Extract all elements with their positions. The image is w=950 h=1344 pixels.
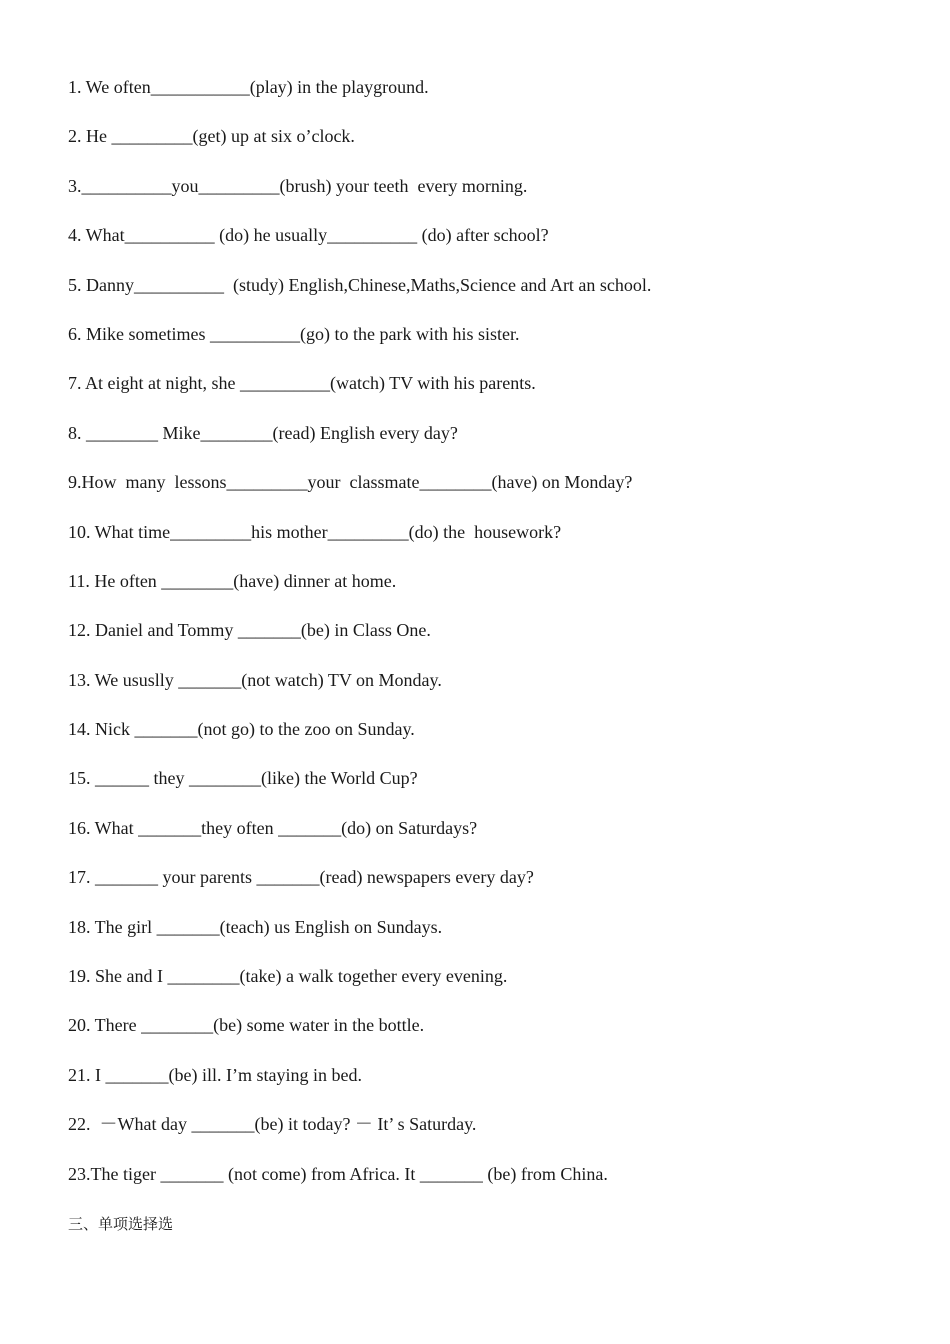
exercise-16: 16. What _______they often _______(do) on Saturdays? [68,817,478,838]
exercise-11: 11. He often ________(have) dinner at home. [68,570,397,591]
exercise-18: 18. The girl _______(teach) us English on Sundays. [68,916,443,937]
exercise-23: 23.The tiger _______ (not come) from Africa. It _______ (be) from China. [68,1163,608,1184]
exercise-17: 17. _______ your parents _______(read) newspapers every day? [68,867,534,888]
exercise-2: 2. He _________(get) up at six o’clock. [68,126,355,147]
exercise-8: 8. ________ Mike________(read) English every day? [68,422,458,443]
exercise-19: 19. She and I ________(take) a walk together every evening. [68,966,508,987]
exercise-7: 7. At eight at night, she __________(watch) TV with his parents. [68,373,536,394]
exercise-4: 4. What__________ (do) he usually__________ (do) after school? [68,225,549,246]
exercise-13: 13. We ususlly _______(not watch) TV on Monday. [68,669,442,690]
exercise-3: 3.__________you_________(brush) your teeth every morning. [68,175,528,196]
exercise-21: 21. I _______(be) ill. I’m staying in bed. [68,1064,362,1085]
exercise-12: 12. Daniel and Tommy _______(be) in Class One. [68,620,431,641]
exercise-20: 20. There ________(be) some water in the bottle. [68,1015,425,1036]
exercise-14: 14. Nick _______(not go) to the zoo on Sunday. [68,719,415,740]
section-heading: 三、单项选择选 [68,1215,174,1233]
exercise-6: 6. Mike sometimes __________(go) to the park with his sister. [68,323,520,344]
exercise-list [68,75,908,1211]
exercise-9: 9.How many lessons_________your classmate________(have) on Monday? [68,472,633,493]
exercise-15: 15. ______ they ________(like) the World Cup? [68,768,418,789]
exercise-10: 10. What time_________his mother_________(do) the housework? [68,521,562,542]
exercise-22: 22. －What day _______(be) it today? － It’ s Saturday. [68,1114,477,1135]
exercise-1: 1. We often___________(play) in the playground. [68,77,429,97]
exercise-5: 5. Danny__________ (study) English,Chinese,Maths,Science and Art an school. [68,274,652,295]
